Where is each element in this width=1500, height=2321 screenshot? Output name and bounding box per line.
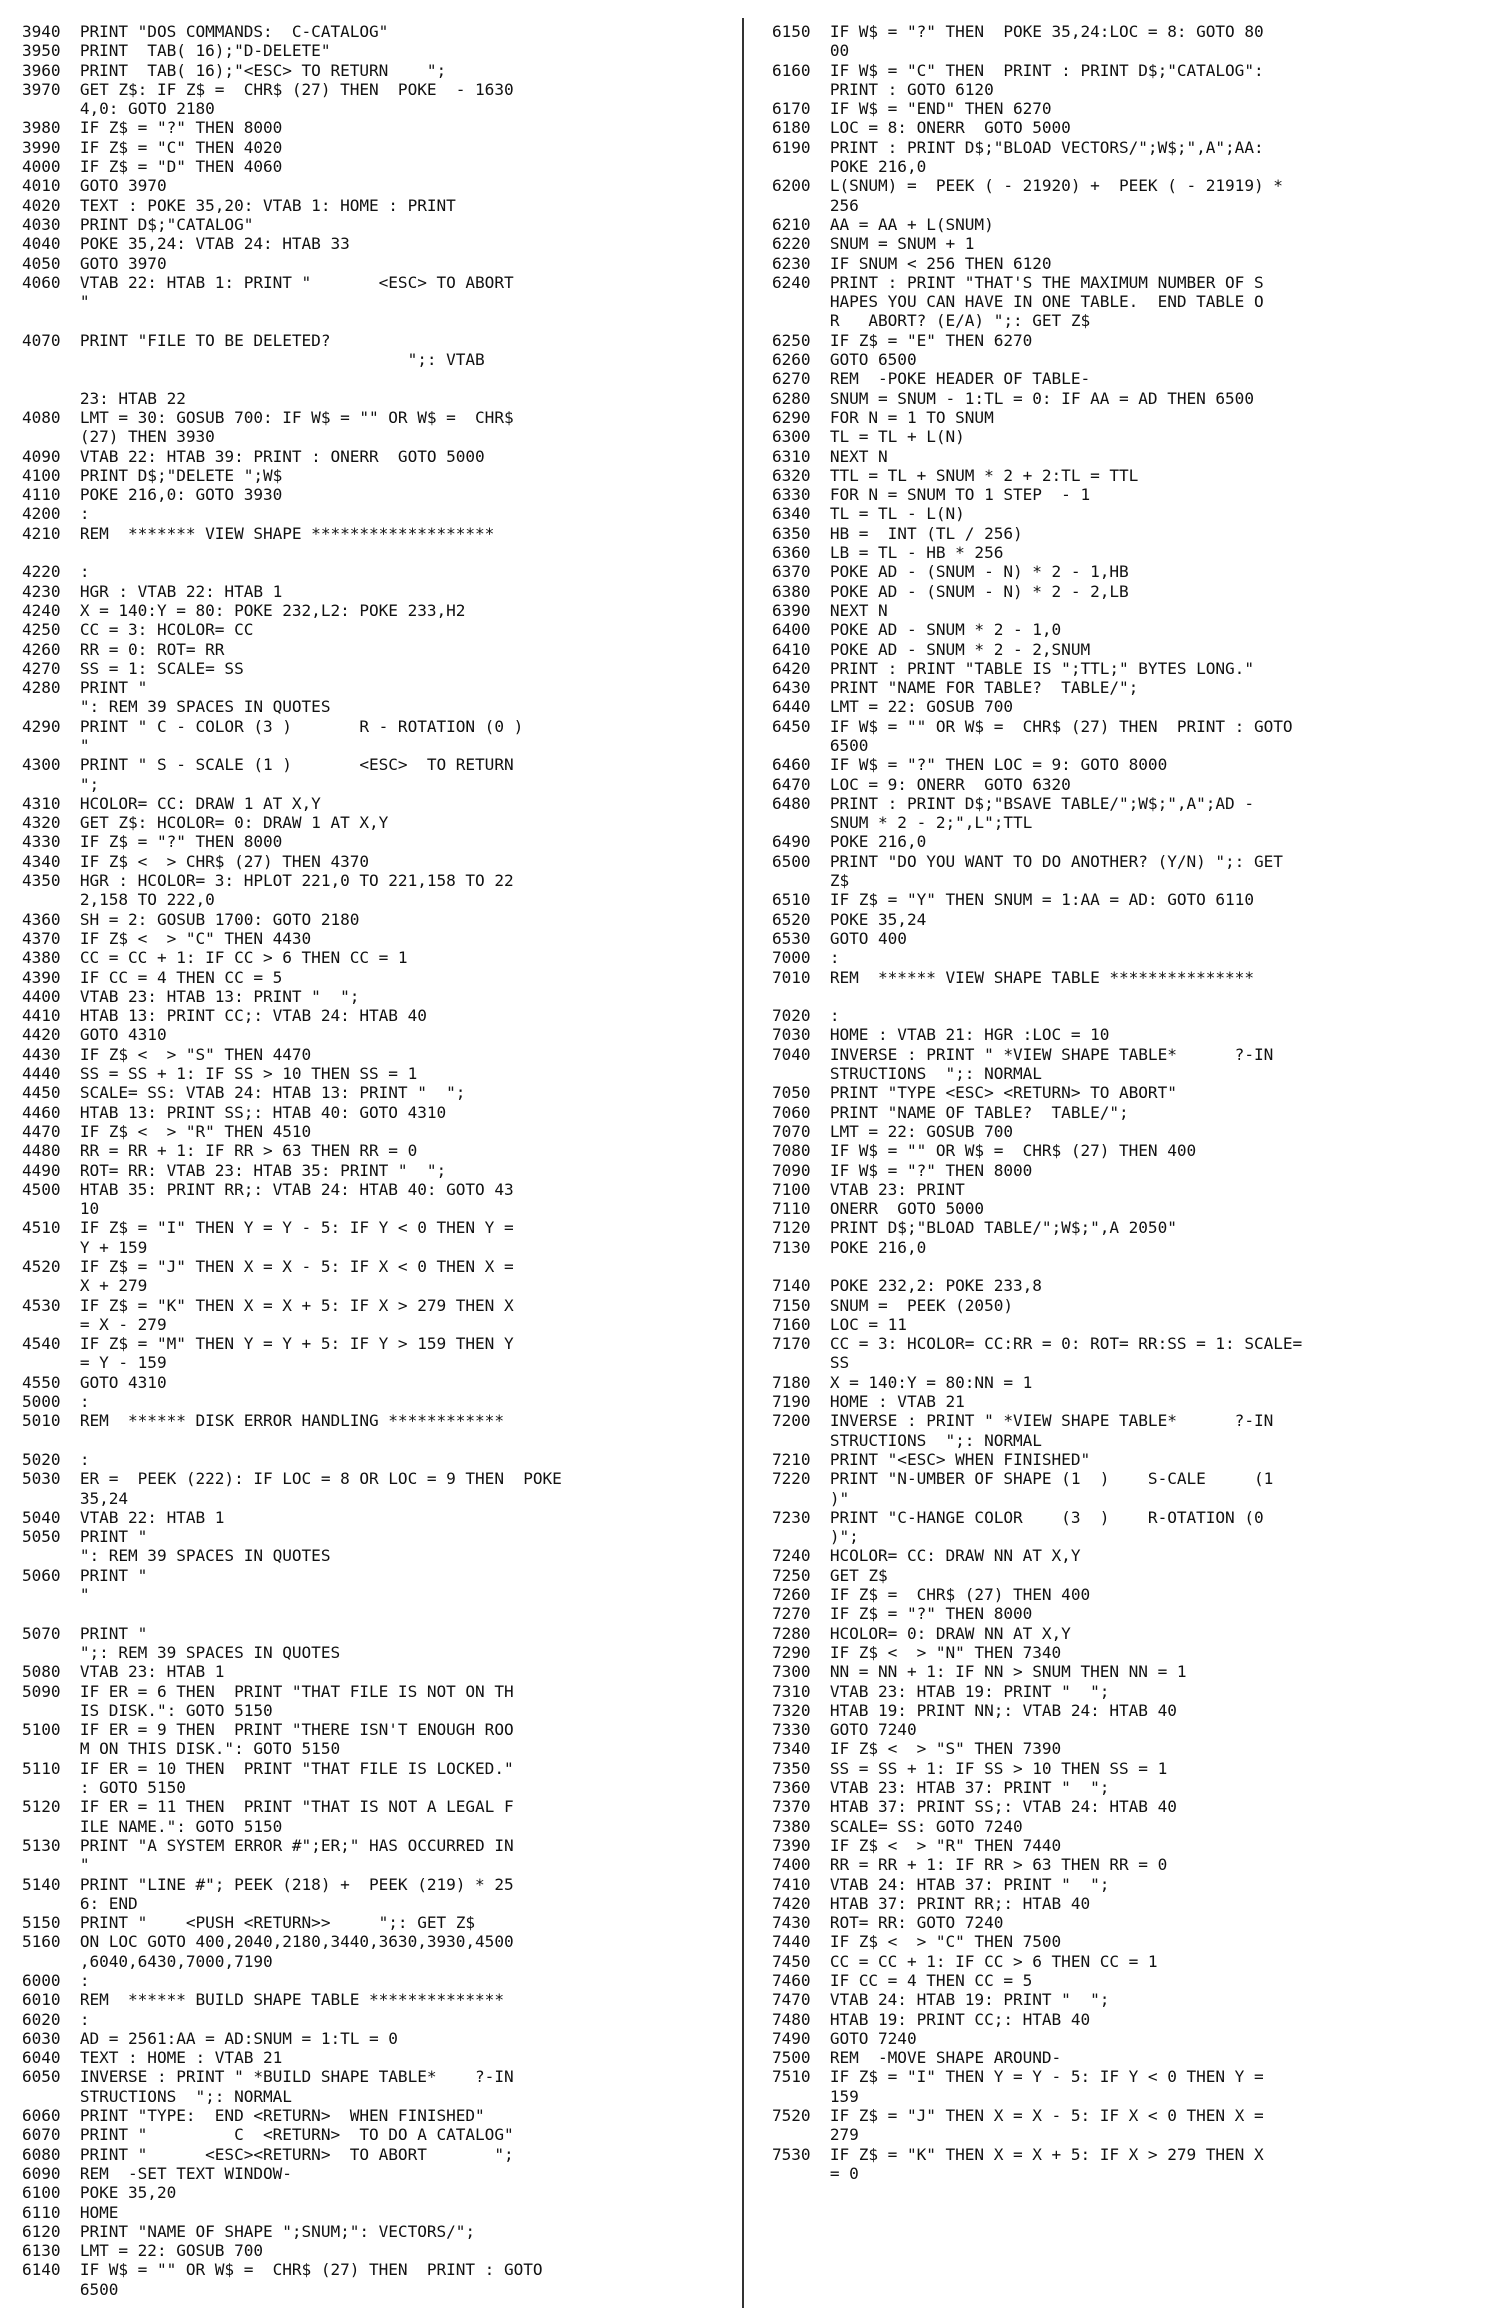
code-line: 4280 PRINT " — [22, 678, 148, 698]
code-line: 7070 LMT = 22: GOSUB 700 — [772, 1121, 1013, 1141]
code-line: 6250 IF Z$ = "E" THEN 6270 — [772, 330, 1033, 350]
code-line: M ON THIS DISK.": GOTO 5150 — [22, 1739, 341, 1759]
code-line: 7280 HCOLOR= 0: DRAW NN AT X,Y — [772, 1623, 1071, 1643]
code-line: 5060 PRINT " — [22, 1565, 148, 1585]
code-line: 4300 PRINT " S - SCALE (1 ) <ESC> TO RETURN — [22, 755, 514, 775]
code-line: 00 — [772, 41, 850, 61]
code-line: (27) THEN 3930 — [22, 427, 215, 447]
code-line: 3940 PRINT "DOS COMMANDS: C-CATALOG" — [22, 22, 389, 41]
code-line: 4550 GOTO 4310 — [22, 1372, 167, 1392]
code-line: ,6040,6430,7000,7190 — [22, 1951, 273, 1971]
code-line: 6070 PRINT " C <RETURN> TO DO A CATALOG" — [22, 2125, 514, 2145]
code-line: 6470 LOC = 9: ONERR GOTO 6320 — [772, 774, 1071, 794]
code-line: 7080 IF W$ = "" OR W$ = CHR$ (27) THEN 400 — [772, 1141, 1197, 1161]
code-line: 6480 PRINT : PRINT D$;"BSAVE TABLE/";W$;",A";AD - — [772, 793, 1254, 813]
code-line: 6350 HB = INT (TL / 256) — [772, 523, 1023, 543]
code-line: 7170 CC = 3: HCOLOR= CC:RR = 0: ROT= RR:SS = 1: SCALE= — [772, 1334, 1303, 1354]
code-line: "; — [22, 774, 100, 794]
code-line: 5040 VTAB 22: HTAB 1 — [22, 1507, 225, 1527]
code-line: 6230 IF SNUM < 256 THEN 6120 — [772, 253, 1052, 273]
code-line: 6240 PRINT : PRINT "THAT'S THE MAXIMUM NUMBER OF S — [772, 272, 1264, 292]
code-line: 4460 HTAB 13: PRINT SS;: HTAB 40: GOTO 4310 — [22, 1102, 447, 1122]
code-line — [22, 311, 714, 330]
code-line: 7390 IF Z$ < > "R" THEN 7440 — [772, 1835, 1062, 1855]
code-line: " — [22, 735, 90, 755]
code-line: 6460 IF W$ = "?" THEN LOC = 9: GOTO 8000 — [772, 755, 1168, 775]
code-line: 6510 IF Z$ = "Y" THEN SNUM = 1:AA = AD: GOTO 6110 — [772, 890, 1254, 910]
code-line: 2,158 TO 222,0 — [22, 890, 215, 910]
listing-column-left — [22, 22, 714, 2311]
code-line: 7020 : — [772, 1006, 840, 1026]
code-line: 5100 IF ER = 9 THEN PRINT "THERE ISN'T ENOUGH ROO — [22, 1720, 514, 1740]
code-line: 6140 IF W$ = "" OR W$ = CHR$ (27) THEN PRINT : GOTO — [22, 2260, 543, 2280]
code-line: 6330 FOR N = SNUM TO 1 STEP - 1 — [772, 485, 1091, 505]
code-line: 6180 LOC = 8: ONERR GOTO 5000 — [772, 118, 1071, 138]
code-line: 7330 GOTO 7240 — [772, 1720, 917, 1740]
code-line: 4500 HTAB 35: PRINT RR;: VTAB 24: HTAB 40: GOTO 43 — [22, 1179, 514, 1199]
code-line: 7460 IF CC = 4 THEN CC = 5 — [772, 1970, 1033, 1990]
code-line: 7120 PRINT D$;"BLOAD TABLE/";W$;",A 2050" — [772, 1218, 1177, 1238]
code-line: 5070 PRINT " — [22, 1623, 148, 1643]
code-line: 4390 IF CC = 4 THEN CC = 5 — [22, 967, 283, 987]
code-line: POKE 216,0 — [772, 157, 927, 177]
code-line: 4480 RR = RR + 1: IF RR > 63 THEN RR = 0 — [22, 1141, 418, 1161]
code-line: 7010 REM ****** VIEW SHAPE TABLE *************** — [772, 967, 1254, 987]
code-line: 7000 : — [772, 948, 840, 968]
code-line — [772, 1257, 1478, 1276]
code-line: 4200 : — [22, 504, 90, 524]
code-line: 7510 IF Z$ = "I" THEN Y = Y - 5: IF Y < 0 THEN Y = — [772, 2067, 1264, 2087]
code-line: 7180 X = 140:Y = 80:NN = 1 — [772, 1372, 1033, 1392]
code-line: 7090 IF W$ = "?" THEN 8000 — [772, 1160, 1033, 1180]
code-line: )" — [772, 1488, 850, 1508]
code-line: Y + 159 — [22, 1237, 148, 1257]
code-line: 6170 IF W$ = "END" THEN 6270 — [772, 99, 1052, 119]
code-line: 7350 SS = SS + 1: IF SS > 10 THEN SS = 1 — [772, 1758, 1168, 1778]
code-line: 6440 LMT = 22: GOSUB 700 — [772, 697, 1013, 717]
code-line: 6: END — [22, 1893, 138, 1913]
code-line: 7520 IF Z$ = "J" THEN X = X - 5: IF X < 0 THEN X = — [772, 2106, 1264, 2126]
code-line: 5030 ER = PEEK (222): IF LOC = 8 OR LOC = 9 THEN POKE — [22, 1469, 562, 1489]
code-line: 4100 PRINT D$;"DELETE ";W$ — [22, 465, 283, 485]
code-line: 7140 POKE 232,2: POKE 233,8 — [772, 1276, 1042, 1296]
code-line: 4220 : — [22, 562, 90, 582]
code-line: 3950 PRINT TAB( 16);"D-DELETE" — [22, 41, 331, 61]
code-line: 4340 IF Z$ < > CHR$ (27) THEN 4370 — [22, 851, 370, 871]
code-line: 3990 IF Z$ = "C" THEN 4020 — [22, 137, 283, 157]
listing-column-right — [772, 22, 1478, 2311]
code-line: 7040 INVERSE : PRINT " *VIEW SHAPE TABLE* ?-IN — [772, 1044, 1274, 1064]
code-line: 4260 RR = 0: ROT= RR — [22, 639, 225, 659]
code-line: IS DISK.": GOTO 5150 — [22, 1700, 273, 1720]
code-line: 3970 GET Z$: IF Z$ = CHR$ (27) THEN POKE - 1630 — [22, 79, 514, 99]
code-line: 7360 VTAB 23: HTAB 37: PRINT " "; — [772, 1778, 1110, 1798]
code-line: 6340 TL = TL - L(N) — [772, 504, 965, 524]
code-line: 4010 GOTO 3970 — [22, 176, 167, 196]
code-line: 6500 — [22, 2279, 119, 2299]
code-line: 6110 HOME — [22, 2202, 119, 2222]
code-line: 6280 SNUM = SNUM - 1:TL = 0: IF AA = AD THEN 6500 — [772, 388, 1254, 408]
code-line: 6050 INVERSE : PRINT " *BUILD SHAPE TABLE* ?-IN — [22, 2067, 514, 2087]
code-line: 7320 HTAB 19: PRINT NN;: VTAB 24: HTAB 40 — [772, 1700, 1177, 1720]
code-line: 6220 SNUM = SNUM + 1 — [772, 234, 975, 254]
code-line: 6360 LB = TL - HB * 256 — [772, 543, 1004, 563]
code-line: 6420 PRINT : PRINT "TABLE IS ";TTL;" BYTES LONG." — [772, 658, 1254, 678]
code-line: 5130 PRINT "A SYSTEM ERROR #";ER;" HAS OCCURRED IN — [22, 1835, 514, 1855]
code-line: 7260 IF Z$ = CHR$ (27) THEN 400 — [772, 1585, 1091, 1605]
code-line: 7030 HOME : VTAB 21: HGR :LOC = 10 — [772, 1025, 1110, 1045]
code-line: 4060 VTAB 22: HTAB 1: PRINT " <ESC> TO ABORT — [22, 272, 514, 292]
code-line: HAPES YOU CAN HAVE IN ONE TABLE. END TABLE O — [772, 292, 1264, 312]
code-line: STRUCTIONS ";: NORMAL — [772, 1064, 1042, 1084]
code-line: 3980 IF Z$ = "?" THEN 8000 — [22, 118, 283, 138]
code-line: 4110 POKE 216,0: GOTO 3930 — [22, 485, 283, 505]
code-line: 6190 PRINT : PRINT D$;"BLOAD VECTORS/";W$;",A";AA: — [772, 137, 1264, 157]
code-line: 5150 PRINT " <PUSH <RETURN>> ";: GET Z$ — [22, 1913, 476, 1933]
code-line: 4330 IF Z$ = "?" THEN 8000 — [22, 832, 283, 852]
code-line: 4400 VTAB 23: HTAB 13: PRINT " "; — [22, 986, 360, 1006]
code-line: STRUCTIONS ";: NORMAL — [22, 2086, 292, 2106]
code-line: = 0 — [772, 2163, 859, 2183]
code-line: 7440 IF Z$ < > "C" THEN 7500 — [772, 1932, 1062, 1952]
code-line: 7110 ONERR GOTO 5000 — [772, 1199, 985, 1219]
code-line: 6010 REM ****** BUILD SHAPE TABLE ************** — [22, 1990, 504, 2010]
code-line: 6080 PRINT " <ESC><RETURN> TO ABORT "; — [22, 2144, 514, 2164]
code-line: 7130 POKE 216,0 — [772, 1237, 927, 1257]
code-line: ": REM 39 SPACES IN QUOTES — [22, 1546, 331, 1566]
code-line: 7270 IF Z$ = "?" THEN 8000 — [772, 1604, 1033, 1624]
code-line: 6320 TTL = TL + SNUM * 2 + 2:TL = TTL — [772, 465, 1139, 485]
code-line: 7200 INVERSE : PRINT " *VIEW SHAPE TABLE* ?-IN — [772, 1411, 1274, 1431]
code-line: 4270 SS = 1: SCALE= SS — [22, 658, 244, 678]
code-line: 5160 ON LOC GOTO 400,2040,2180,3440,3630,3930,4500 — [22, 1932, 514, 1952]
code-line: 4520 IF Z$ = "J" THEN X = X - 5: IF X < 0 THEN X = — [22, 1257, 514, 1276]
code-line: 6370 POKE AD - (SNUM - N) * 2 - 1,HB — [772, 562, 1129, 582]
code-line: 4450 SCALE= SS: VTAB 24: HTAB 13: PRINT " "; — [22, 1083, 466, 1103]
code-line: 10 — [22, 1199, 100, 1219]
code-line: 6100 POKE 35,20 — [22, 2183, 177, 2203]
column-divider — [742, 18, 744, 2308]
code-line: 6270 REM -POKE HEADER OF TABLE- — [772, 369, 1091, 389]
code-line: 4410 HTAB 13: PRINT CC;: VTAB 24: HTAB 40 — [22, 1006, 427, 1026]
code-line: X + 279 — [22, 1276, 148, 1296]
code-line: 4490 ROT= RR: VTAB 23: HTAB 35: PRINT " "; — [22, 1160, 447, 1180]
code-line: ";: VTAB — [22, 350, 485, 370]
code-line: 4230 HGR : VTAB 22: HTAB 1 — [22, 581, 283, 601]
code-line: 7410 VTAB 24: HTAB 37: PRINT " "; — [772, 1874, 1110, 1894]
code-line: 4370 IF Z$ < > "C" THEN 4430 — [22, 928, 312, 948]
code-line: 4310 HCOLOR= CC: DRAW 1 AT X,Y — [22, 793, 321, 813]
code-line: ": REM 39 SPACES IN QUOTES — [22, 697, 331, 717]
code-line: 4250 CC = 3: HCOLOR= CC — [22, 620, 254, 640]
code-line: 4070 PRINT "FILE TO BE DELETED? — [22, 330, 331, 350]
code-line: 5010 REM ****** DISK ERROR HANDLING ************ — [22, 1411, 504, 1431]
code-line: ";: REM 39 SPACES IN QUOTES — [22, 1642, 341, 1662]
code-line: 5120 IF ER = 11 THEN PRINT "THAT IS NOT A LEGAL F — [22, 1797, 514, 1817]
code-line: 7500 REM -MOVE SHAPE AROUND- — [772, 2048, 1062, 2068]
code-line: 4290 PRINT " C - COLOR (3 ) R - ROTATION (0 ) — [22, 716, 524, 736]
code-line: 4050 GOTO 3970 — [22, 253, 167, 273]
code-line: 6380 POKE AD - (SNUM - N) * 2 - 2,LB — [772, 581, 1129, 601]
code-line: 7340 IF Z$ < > "S" THEN 7390 — [772, 1739, 1062, 1759]
code-line: 7050 PRINT "TYPE <ESC> <RETURN> TO ABORT" — [772, 1083, 1177, 1103]
code-line: 6530 GOTO 400 — [772, 928, 907, 948]
code-line: 7430 ROT= RR: GOTO 7240 — [772, 1913, 1004, 1933]
code-line: 6410 POKE AD - SNUM * 2 - 2,SNUM — [772, 639, 1091, 659]
code-line: 6500 — [772, 735, 869, 755]
code-line: 6390 NEXT N — [772, 600, 888, 620]
code-line: 4040 POKE 35,24: VTAB 24: HTAB 33 — [22, 234, 350, 254]
code-line: 4470 IF Z$ < > "R" THEN 4510 — [22, 1121, 312, 1141]
code-line: 7450 CC = CC + 1: IF CC > 6 THEN CC = 1 — [772, 1951, 1158, 1971]
code-line — [22, 1431, 714, 1450]
code-line: 5050 PRINT " — [22, 1527, 148, 1547]
code-line: 6150 IF W$ = "?" THEN POKE 35,24:LOC = 8: GOTO 80 — [772, 22, 1264, 41]
code-line: 7530 IF Z$ = "K" THEN X = X + 5: IF X > 279 THEN X — [772, 2144, 1264, 2164]
code-line: 279 — [772, 2125, 859, 2145]
code-line: " — [22, 292, 90, 312]
code-line — [22, 543, 714, 562]
code-line: ILE NAME.": GOTO 5150 — [22, 1816, 283, 1836]
code-line: 5090 IF ER = 6 THEN PRINT "THAT FILE IS NOT ON TH — [22, 1681, 514, 1701]
code-line: 7490 GOTO 7240 — [772, 2028, 917, 2048]
code-line — [22, 1604, 714, 1623]
code-line: 7160 LOC = 11 — [772, 1314, 907, 1334]
code-line: = Y - 159 — [22, 1353, 167, 1373]
code-line: 7370 HTAB 37: PRINT SS;: VTAB 24: HTAB 40 — [772, 1797, 1177, 1817]
code-line: 4020 TEXT : POKE 35,20: VTAB 1: HOME : PRINT — [22, 195, 456, 215]
code-line: 6060 PRINT "TYPE: END <RETURN> WHEN FINISHED" — [22, 2106, 485, 2126]
code-line: 6430 PRINT "NAME FOR TABLE? TABLE/"; — [772, 678, 1139, 698]
code-line: R ABORT? (E/A) ";: GET Z$ — [772, 311, 1091, 331]
code-line: SS — [772, 1353, 850, 1373]
code-line: 6120 PRINT "NAME OF SHAPE ";SNUM;": VECTORS/"; — [22, 2221, 476, 2241]
code-line: 7300 NN = NN + 1: IF NN > SNUM THEN NN = 1 — [772, 1662, 1187, 1682]
code-line — [772, 987, 1478, 1006]
code-line: 7420 HTAB 37: PRINT RR;: HTAB 40 — [772, 1893, 1091, 1913]
code-line: 7220 PRINT "N-UMBER OF SHAPE (1 ) S-CALE (1 — [772, 1469, 1274, 1489]
code-line: 6300 TL = TL + L(N) — [772, 427, 965, 447]
code-line: 7100 VTAB 23: PRINT — [772, 1179, 965, 1199]
code-line: 4360 SH = 2: GOSUB 1700: GOTO 2180 — [22, 909, 360, 929]
code-line: 4000 IF Z$ = "D" THEN 4060 — [22, 157, 283, 177]
code-line: 6000 : — [22, 1970, 90, 1990]
code-line: SNUM * 2 - 2;",L";TTL — [772, 813, 1033, 833]
code-line: 4510 IF Z$ = "I" THEN Y = Y - 5: IF Y < 0 THEN Y = — [22, 1218, 514, 1238]
code-line: 6020 : — [22, 2009, 90, 2029]
code-line: 4540 IF Z$ = "M" THEN Y = Y + 5: IF Y > 159 THEN Y — [22, 1334, 514, 1354]
code-line: 6090 REM -SET TEXT WINDOW- — [22, 2163, 292, 2183]
code-line: 5080 VTAB 23: HTAB 1 — [22, 1662, 225, 1682]
code-line: 4030 PRINT D$;"CATALOG" — [22, 214, 254, 234]
code-line: 6210 AA = AA + L(SNUM) — [772, 214, 994, 234]
code-line: 4430 IF Z$ < > "S" THEN 4470 — [22, 1044, 312, 1064]
code-line: 6400 POKE AD - SNUM * 2 - 1,0 — [772, 620, 1062, 640]
code-line: " — [22, 1585, 90, 1605]
code-line: 159 — [772, 2086, 859, 2106]
code-line: 4,0: GOTO 2180 — [22, 99, 215, 119]
code-line: 4380 CC = CC + 1: IF CC > 6 THEN CC = 1 — [22, 948, 408, 968]
code-line: 6490 POKE 216,0 — [772, 832, 927, 852]
code-line: 6450 IF W$ = "" OR W$ = CHR$ (27) THEN PRINT : GOTO — [772, 716, 1293, 736]
code-line: 4440 SS = SS + 1: IF SS > 10 THEN SS = 1 — [22, 1064, 418, 1084]
code-line: 7380 SCALE= SS: GOTO 7240 — [772, 1816, 1023, 1836]
code-line: 7470 VTAB 24: HTAB 19: PRINT " "; — [772, 1990, 1110, 2010]
code-line: 6040 TEXT : HOME : VTAB 21 — [22, 2048, 283, 2068]
code-line: 35,24 — [22, 1488, 129, 1508]
code-line: 4320 GET Z$: HCOLOR= 0: DRAW 1 AT X,Y — [22, 813, 389, 833]
code-line: 6200 L(SNUM) = PEEK ( - 21920) + PEEK ( - 21919) * — [772, 176, 1283, 196]
code-line: 7480 HTAB 19: PRINT CC;: HTAB 40 — [772, 2009, 1091, 2029]
code-line: 6160 IF W$ = "C" THEN PRINT : PRINT D$;"CATALOG": — [772, 60, 1264, 80]
code-line: 7240 HCOLOR= CC: DRAW NN AT X,Y — [772, 1546, 1081, 1566]
code-line: 7290 IF Z$ < > "N" THEN 7340 — [772, 1642, 1062, 1662]
code-line: = X - 279 — [22, 1314, 167, 1334]
code-line: 7210 PRINT "<ESC> WHEN FINISHED" — [772, 1449, 1091, 1469]
code-line: 3960 PRINT TAB( 16);"<ESC> TO RETURN "; — [22, 60, 447, 80]
code-line: 4420 GOTO 4310 — [22, 1025, 167, 1045]
code-line: 7150 SNUM = PEEK (2050) — [772, 1295, 1013, 1315]
code-line — [22, 369, 714, 388]
code-line: : GOTO 5150 — [22, 1778, 186, 1798]
code-line: 4080 LMT = 30: GOSUB 700: IF W$ = "" OR W$ = CHR$ — [22, 407, 514, 427]
code-line: 7230 PRINT "C-HANGE COLOR (3 ) R-OTATION (0 — [772, 1507, 1264, 1527]
code-line: 7400 RR = RR + 1: IF RR > 63 THEN RR = 0 — [772, 1855, 1168, 1875]
code-line: 7310 VTAB 23: HTAB 19: PRINT " "; — [772, 1681, 1110, 1701]
code-line: )"; — [772, 1527, 859, 1547]
code-line: 23: HTAB 22 — [22, 388, 186, 408]
code-line: 5140 PRINT "LINE #"; PEEK (218) + PEEK (219) * 25 — [22, 1874, 514, 1894]
code-line: 7250 GET Z$ — [772, 1565, 888, 1585]
code-line: 4530 IF Z$ = "K" THEN X = X + 5: IF X > 279 THEN X — [22, 1295, 514, 1315]
code-line: 6500 PRINT "DO YOU WANT TO DO ANOTHER? (Y/N) ";: GET — [772, 851, 1283, 871]
code-line: 6310 NEXT N — [772, 446, 888, 466]
code-line: " — [22, 1855, 90, 1875]
code-line: 256 — [772, 195, 859, 215]
code-line: 6130 LMT = 22: GOSUB 700 — [22, 2241, 263, 2261]
code-line: 4090 VTAB 22: HTAB 39: PRINT : ONERR GOTO 5000 — [22, 446, 485, 466]
code-line: 6030 AD = 2561:AA = AD:SNUM = 1:TL = 0 — [22, 2028, 398, 2048]
code-line: 6290 FOR N = 1 TO SNUM — [772, 407, 994, 427]
code-line: 5020 : — [22, 1449, 90, 1469]
code-line: 7190 HOME : VTAB 21 — [772, 1392, 965, 1412]
code-line: 6260 GOTO 6500 — [772, 350, 917, 370]
code-line: Z$ — [772, 871, 850, 891]
code-line: 7060 PRINT "NAME OF TABLE? TABLE/"; — [772, 1102, 1129, 1122]
code-line: 4210 REM ******* VIEW SHAPE ******************* — [22, 523, 495, 543]
code-line: PRINT : GOTO 6120 — [772, 79, 994, 99]
code-line: 5110 IF ER = 10 THEN PRINT "THAT FILE IS LOCKED." — [22, 1758, 514, 1778]
code-line: 4240 X = 140:Y = 80: POKE 232,L2: POKE 233,H2 — [22, 600, 466, 620]
code-line: STRUCTIONS ";: NORMAL — [772, 1430, 1042, 1450]
code-line: 4350 HGR : HCOLOR= 3: HPLOT 221,0 TO 221,158 TO 22 — [22, 871, 514, 891]
code-line: 6520 POKE 35,24 — [772, 909, 927, 929]
code-line: 5000 : — [22, 1392, 90, 1412]
